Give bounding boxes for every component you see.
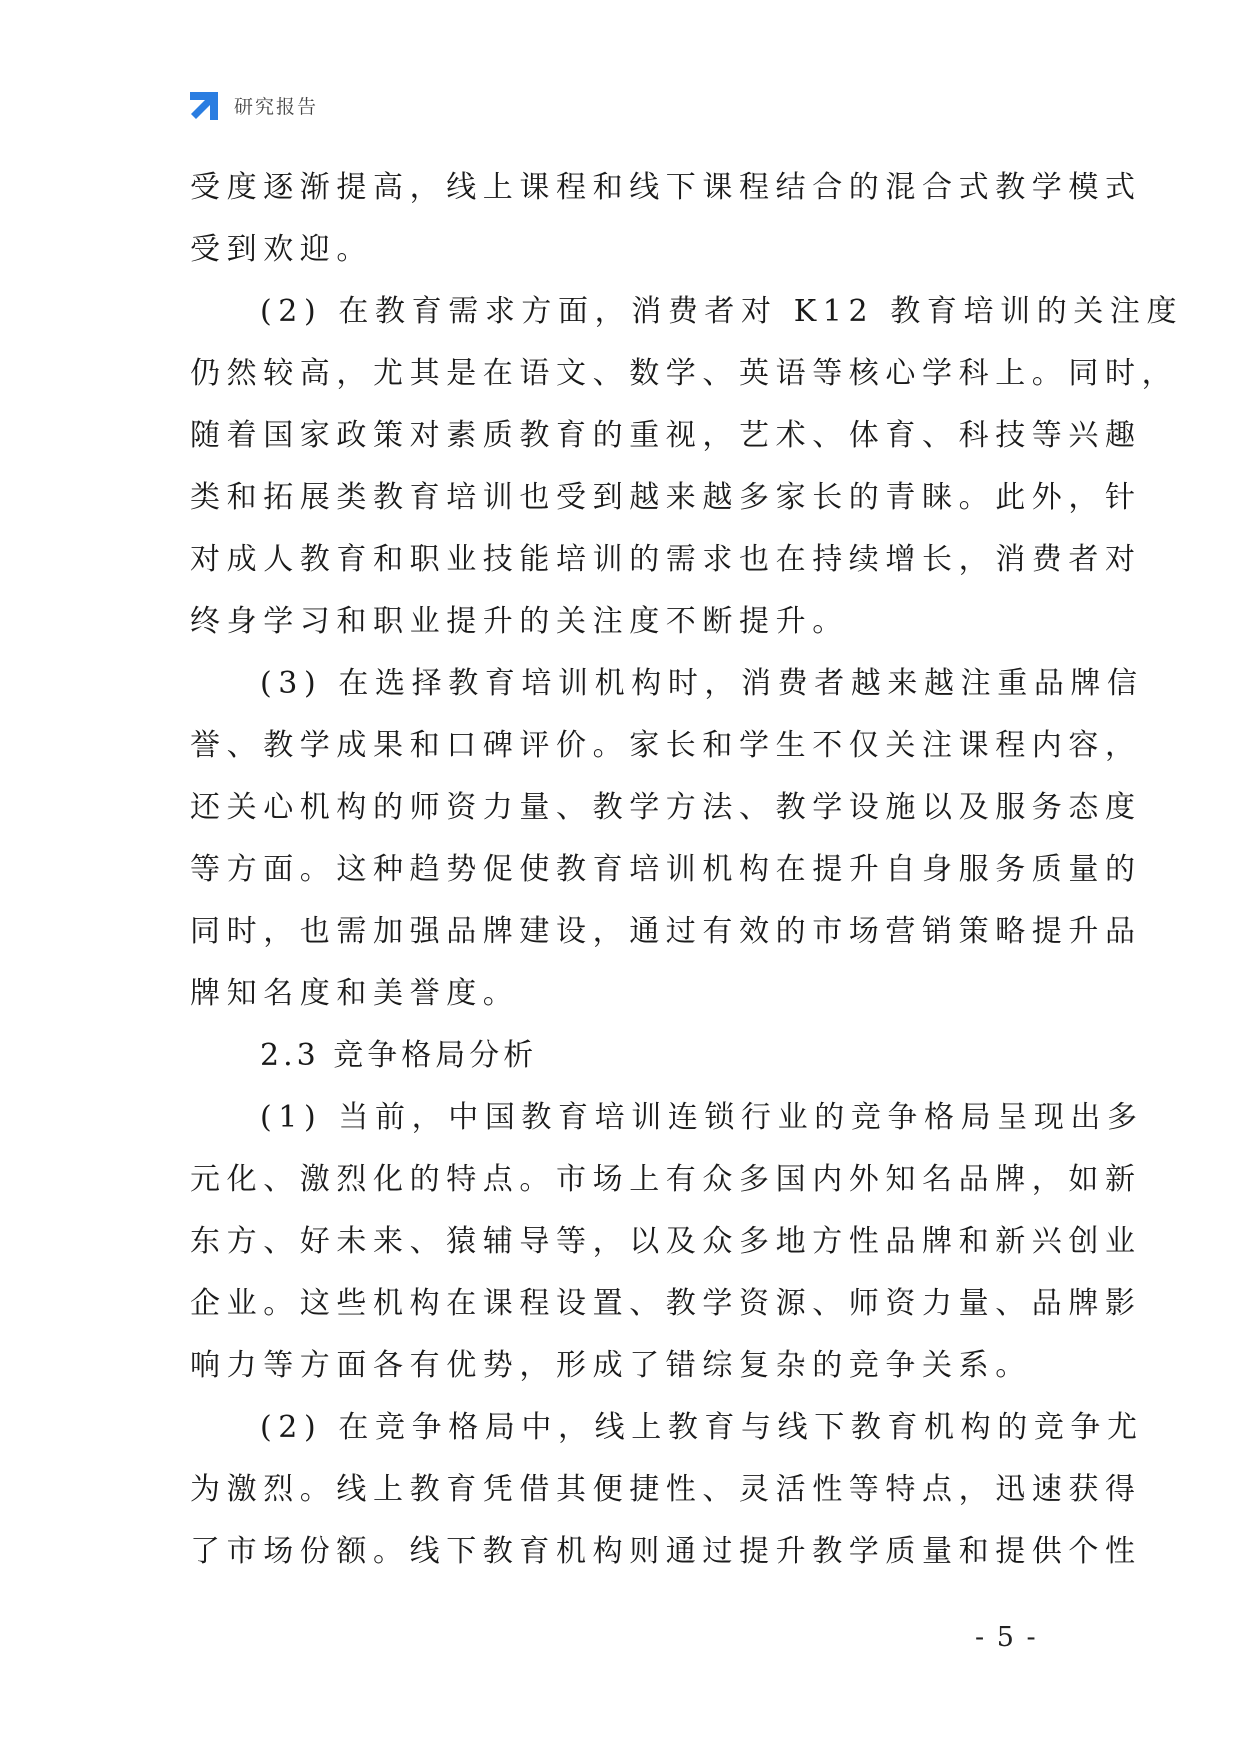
text-line: 终身学习和职业提升的关注度不断提升。	[190, 604, 849, 639]
paragraph-start: (1) 当前，中国教育培训连锁行业的竞争格局呈现出多	[260, 1100, 1144, 1135]
text-line: 还关心机构的师资力量、教学方法、教学设施以及服务态度	[190, 790, 1142, 825]
text-line: 誉、教学成果和口碑评价。家长和学生不仅关注课程内容，	[190, 728, 1142, 763]
text-line: 响力等方面各有优势，形成了错综复杂的竞争关系。	[190, 1348, 1032, 1383]
paragraph-start: (2) 在竞争格局中，线上教育与线下教育机构的竞争尤	[260, 1410, 1144, 1445]
text-line: 企业。这些机构在课程设置、教学资源、师资力量、品牌影	[190, 1286, 1142, 1321]
text-line: 元化、激烈化的特点。市场上有众多国内外知名品牌，如新	[190, 1162, 1142, 1197]
text-line: 仍然较高，尤其是在语文、数学、英语等核心学科上。同时，	[190, 356, 1179, 391]
text-line: 受到欢迎。	[190, 232, 373, 267]
paragraph-start: (2) 在教育需求方面，消费者对 K12 教育培训的关注度	[260, 294, 1184, 329]
text-line: 随着国家政策对素质教育的重视，艺术、体育、科技等兴趣	[190, 418, 1142, 453]
text-line: 等方面。这种趋势促使教育培训机构在提升自身服务质量的	[190, 852, 1142, 887]
paragraph-start: (3) 在选择教育培训机构时，消费者越来越注重品牌信	[260, 666, 1144, 701]
page-number: - 5 -	[975, 1622, 1038, 1653]
text-line: 牌知名度和美誉度。	[190, 976, 520, 1011]
document-body	[190, 157, 1184, 1583]
text-line: 类和拓展类教育培训也受到越来越多家长的青睐。此外，针	[190, 480, 1142, 515]
arrow-up-right-icon	[188, 88, 222, 122]
text-line: 对成人教育和职业技能培训的需求也在持续增长，消费者对	[190, 542, 1142, 577]
section-heading: 2.3 竞争格局分析	[260, 1038, 538, 1073]
text-line: 受度逐渐提高，线上课程和线下课程结合的混合式教学模式	[190, 170, 1142, 205]
report-title: 研究报告	[234, 95, 319, 118]
text-line: 了市场份额。线下教育机构则通过提升教学质量和提供个性	[190, 1534, 1142, 1569]
report-header	[188, 88, 318, 122]
text-line: 东方、好未来、猿辅导等，以及众多地方性品牌和新兴创业	[190, 1224, 1142, 1259]
text-line: 同时，也需加强品牌建设，通过有效的市场营销策略提升品	[190, 914, 1142, 949]
text-line: 为激烈。线上教育凭借其便捷性、灵活性等特点，迅速获得	[190, 1472, 1142, 1507]
